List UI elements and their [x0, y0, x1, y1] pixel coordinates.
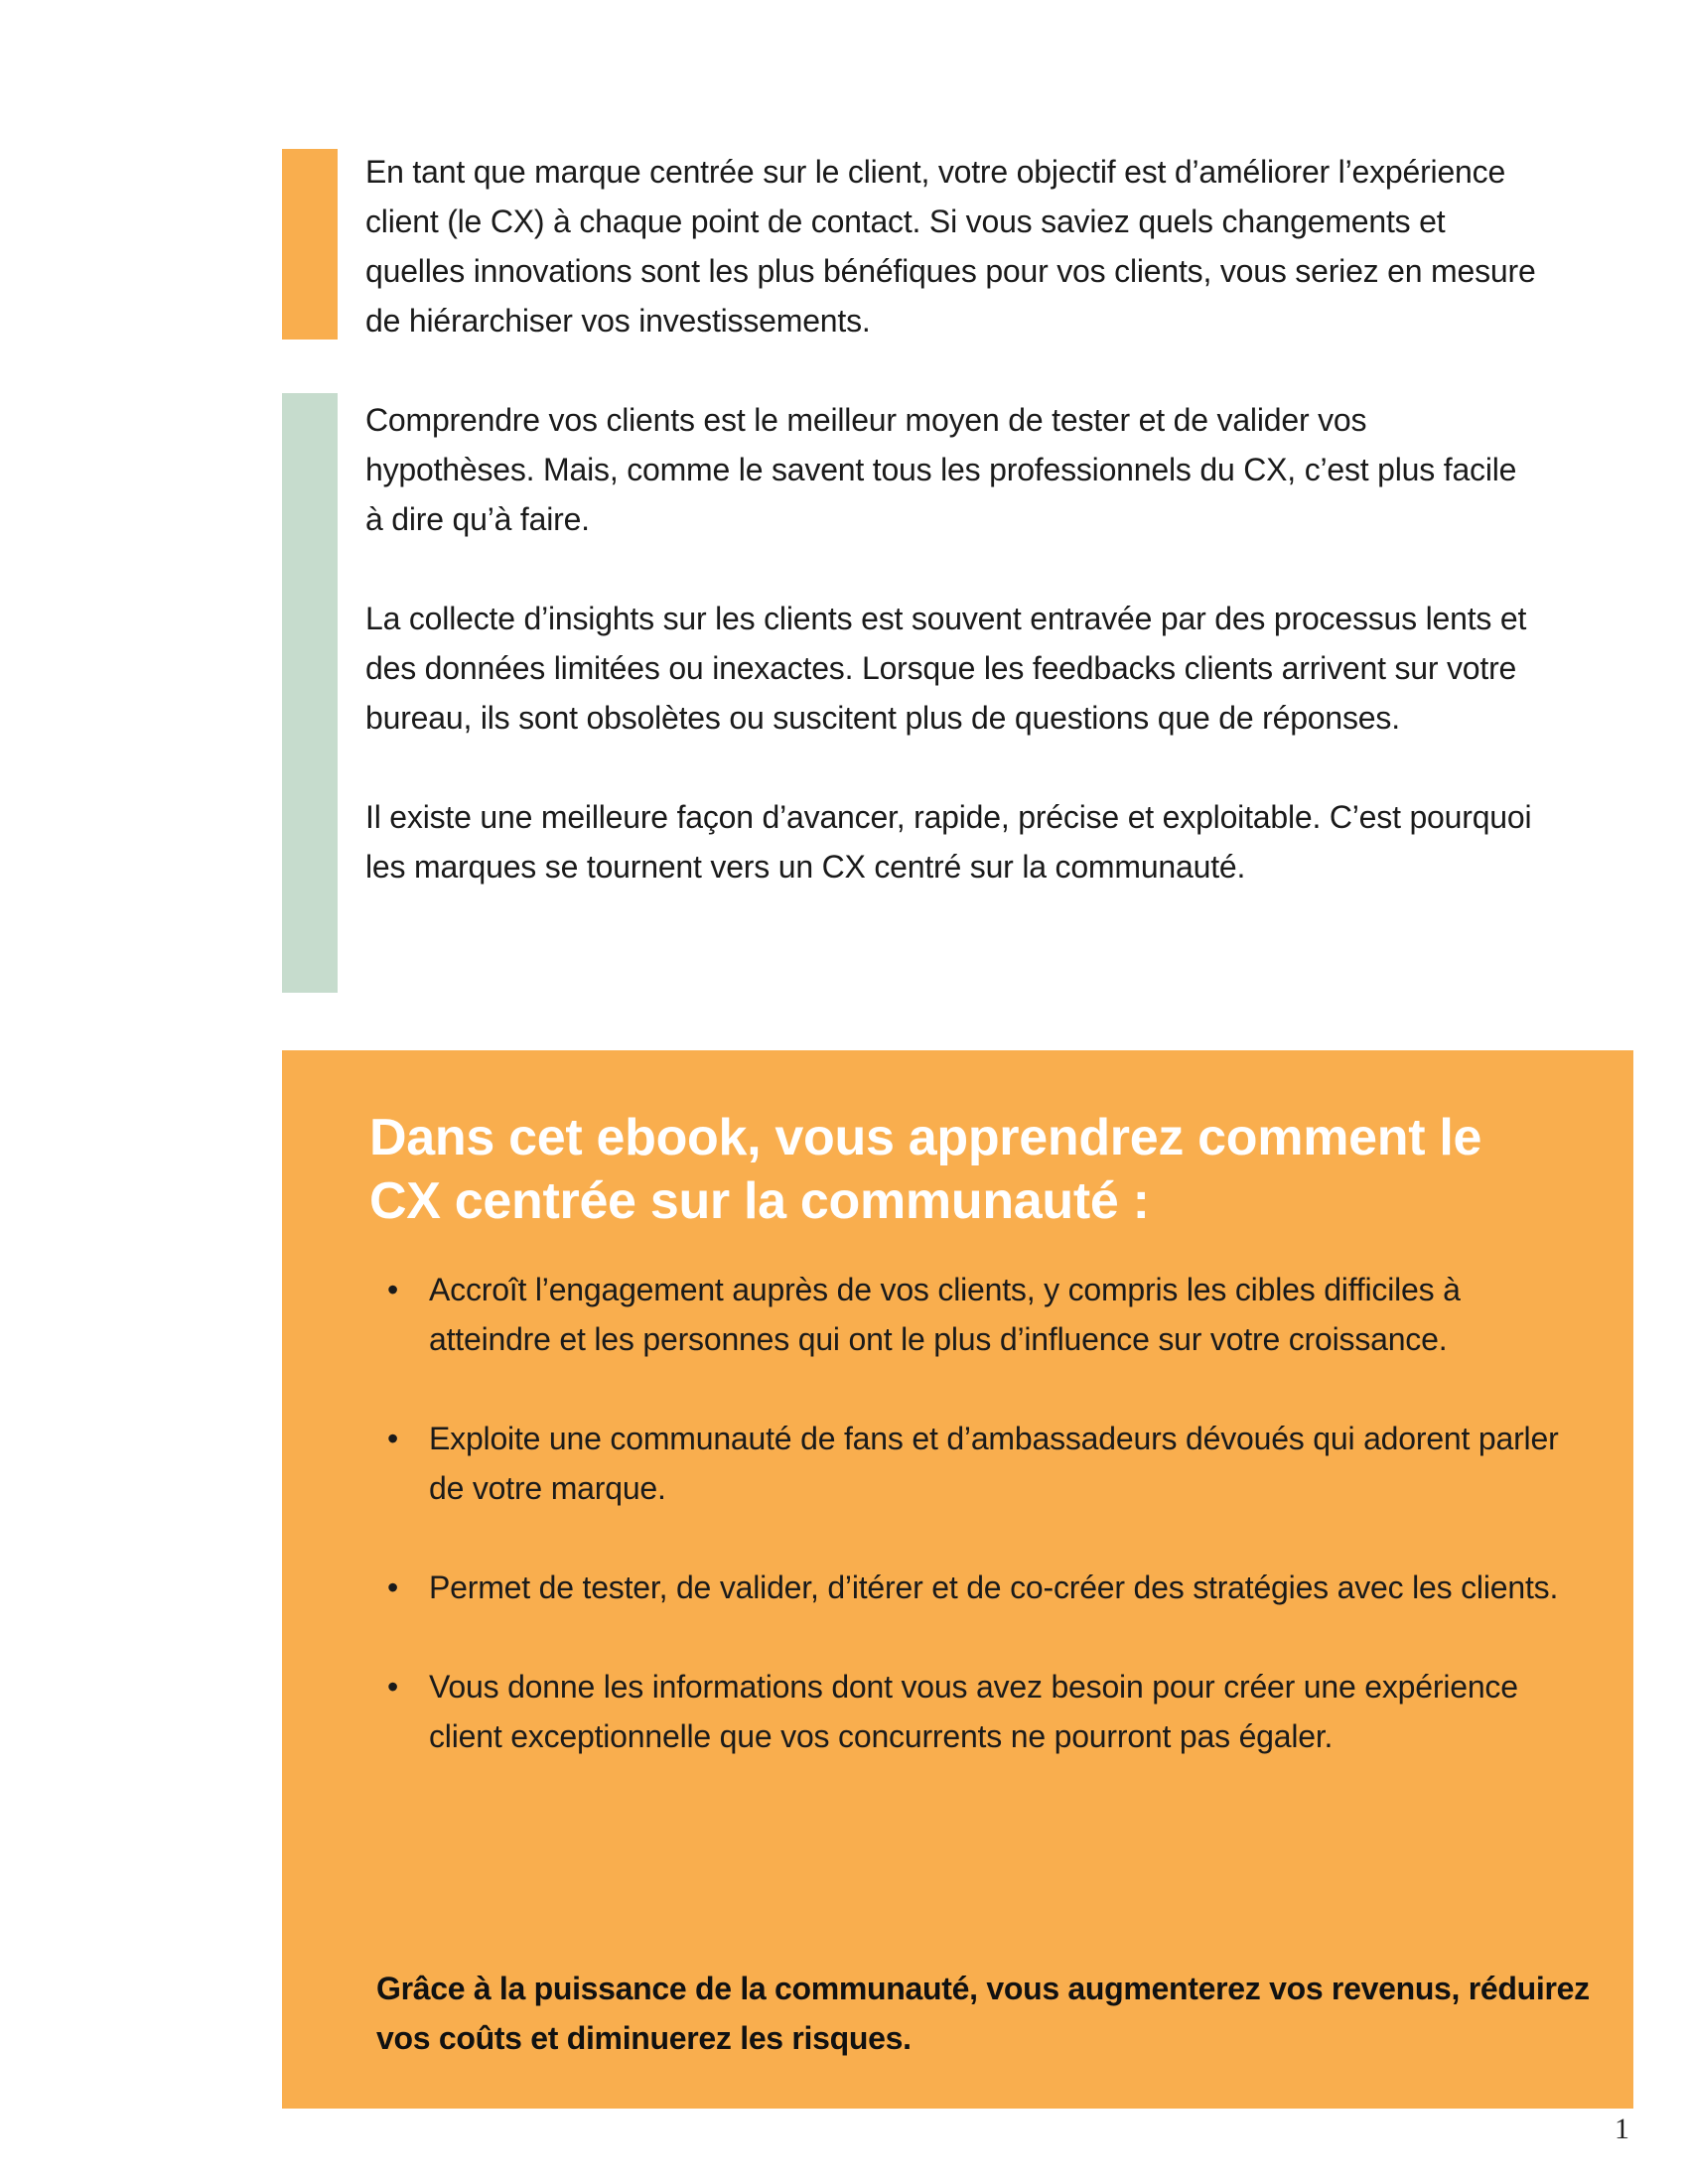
intro-paragraph-4: Il existe une meilleure façon d’avancer, rapide, précise et exploitable. C’est pourquoi les marques se tournent vers un CX centré sur la communauté.: [365, 799, 1532, 885]
ebook-callout-box: [282, 1050, 1633, 2109]
benefits-list: [369, 1265, 1561, 1811]
intro-paragraph-3: La collecte d’insights sur les clients est souvent entravée par des processus lents et des données limitées ou inexactes. Lorsque les feedbacks clients arrivent sur votre bureau, ils sont obsolètes ou suscitent plus de questions que de réponses.: [365, 601, 1527, 736]
list-item-text: Exploite une communauté de fans et d’ambassadeurs dévoués qui adorent parler de votre marque.: [429, 1421, 1559, 1506]
callout-closing-statement: Grâce à la puissance de la communauté, vous augmenterez vos revenus, réduirez vos coûts et diminuerez les risques.: [376, 1971, 1590, 2056]
list-item-text: Vous donne les informations dont vous avez besoin pour créer une expérience client exceptionnelle que vos concurrents ne pourront pas égaler.: [429, 1669, 1518, 1754]
list-item: [369, 1414, 1561, 1513]
list-item: [369, 1563, 1561, 1612]
callout-heading: Dans cet ebook, vous apprendrez comment le CX centrée sur la communauté :: [369, 1109, 1482, 1230]
accent-bar-green: [282, 393, 338, 993]
list-item-text: Permet de tester, de valider, d’itérer et de co-créer des stratégies avec les clients.: [429, 1570, 1559, 1605]
bullet-icon: •: [387, 1272, 399, 1307]
list-item: [369, 1662, 1561, 1761]
page-number: 1: [1615, 2113, 1629, 2145]
intro-paragraph-1: En tant que marque centrée sur le client, votre objectif est d’améliorer l’expérience client (le CX) à chaque point de contact. Si vous saviez quels changements et quelles innovations sont les plus bénéfiques pour vos clients, vous seriez en mesure de hiérarchiser vos investissements.: [365, 154, 1536, 339]
bullet-icon: •: [387, 1570, 399, 1605]
accent-bar-orange: [282, 149, 338, 340]
bullet-icon: •: [387, 1669, 399, 1705]
intro-section: [365, 147, 1537, 941]
list-item-text: Accroît l’engagement auprès de vos clients, y compris les cibles difficiles à atteindre et les personnes qui ont le plus d’influence sur votre croissance.: [429, 1272, 1461, 1357]
intro-paragraph-2: Comprendre vos clients est le meilleur moyen de tester et de valider vos hypothèses. Mais, comme le savent tous les professionnels du CX, c’est plus facile à dire qu’à faire.: [365, 402, 1517, 537]
list-item: [369, 1265, 1561, 1364]
bullet-icon: •: [387, 1421, 399, 1456]
